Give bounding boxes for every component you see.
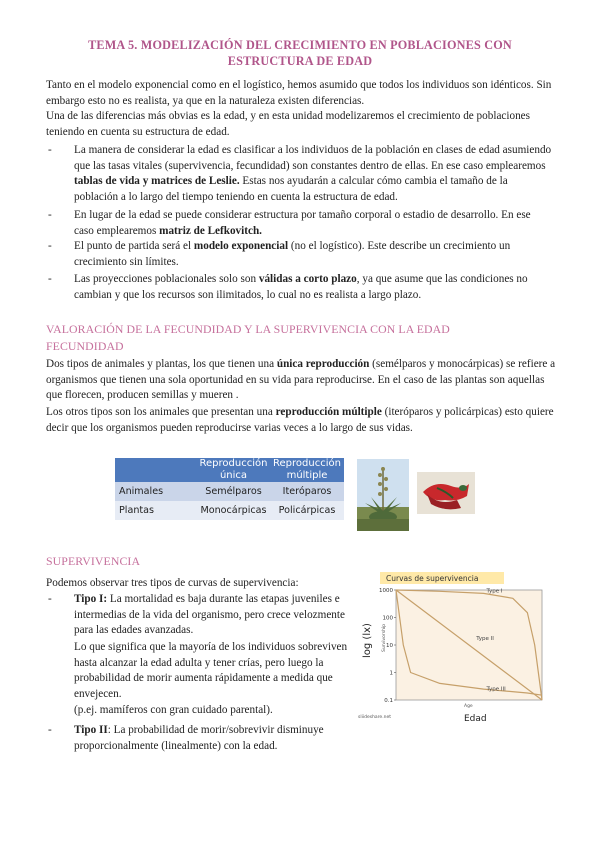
bullet-dash: - — [48, 240, 52, 252]
intro-paragraph-1: Tanto en el modelo exponencial como en el logístico, hemos asumido que todos los individuos son idénticos. Sin embargo esto no es realista, ya que en la naturaleza existen diferencias. — [46, 79, 552, 107]
bullet-dash: - — [48, 593, 52, 605]
bullet-dash: - — [48, 273, 52, 285]
table-cell: Monocárpicas — [197, 501, 270, 520]
page-title: TEMA 5. MODELIZACIÓN DEL CRECIMIENTO EN POBLACIONES CON ESTRUCTURA DE EDAD — [88, 38, 512, 68]
intro-paragraph-2: Una de las diferencias más obvias es la edad, y en esta unidad modelizaremos el crecimiento de poblaciones teniendo en cuenta su estructura de edad. — [46, 110, 530, 138]
bullet-text: El punto de partida será el modelo exponencial (no el logístico). Este describe un crecimiento un crecimiento sin límites. — [74, 240, 511, 268]
bullet-text: Las proyecciones poblacionales solo son válidas a corto plazo, ya que asume que las condiciones no cambian y que los recursos son ilimitados, lo cual no es realista a largo plazo. — [74, 273, 528, 301]
bullet-dash: - — [48, 209, 52, 221]
survivorship-text: Tipo II: La probabilidad de morir/sobrevivir disminuye proporcionalmente (linealmente) con la edad. — [74, 724, 324, 752]
table-row — [115, 482, 344, 501]
survivorship-chart — [356, 568, 548, 728]
fecundidad-paragraph-2: Los otros tipos son los animales que presentan una reproducción múltiple (iteróparos y policárpicas) esto quiere decir que los organismos pueden reproducirse varias veces a lo largo de sus vidas. — [46, 406, 554, 434]
y-axis-label: log (lx) — [362, 623, 373, 658]
x-axis-sublabel: Age — [464, 704, 473, 709]
table-row — [115, 501, 344, 520]
series-label: Type III — [486, 686, 506, 693]
series-label: Type II — [476, 636, 494, 643]
supervivencia-intro: Podemos observar tres tipos de curvas de supervivencia: — [46, 577, 299, 589]
fecundidad-paragraph-1: Dos tipos de animales y plantas, los que tienen una única reproducción (semélparos y monocárpicas) se refiere a organismos que tienen una sola oportunidad en su vida para reproducirse. En el caso de las plantas son aquellas que florecen, producen semillas y mueren . — [46, 358, 556, 401]
bullet-dash: - — [48, 144, 52, 156]
survivorship-example-text: (p.ej. mamíferos con gran cuidado parental). — [74, 704, 273, 716]
table-header-cell — [115, 458, 197, 482]
survivorship-text: Tipo I: La mortalidad es baja durante las etapas juveniles e intermedias de la vida del organismo, pero crece velozmente para las edades avanzadas. — [74, 593, 345, 636]
y-tick-label: 10 — [386, 643, 393, 649]
table-cell: Policárpicas — [270, 501, 344, 520]
y-tick-label: 100 — [382, 615, 393, 622]
section-heading-supervivencia: SUPERVIVENCIA — [46, 554, 141, 568]
series-label: Type I — [486, 588, 503, 595]
chart-source: sliideshare.net — [358, 715, 392, 720]
agave-plant-photo — [357, 459, 409, 531]
table-header-cell: Reproducción única — [197, 458, 270, 482]
table-cell: Animales — [115, 482, 197, 501]
x-axis-label: Edad — [464, 714, 487, 724]
y-tick-label: 1 — [389, 670, 393, 677]
survivorship-extra-text: Lo que significa que la mayoría de los individuos sobreviven hasta alcanzar la edad adulta y tener crías, pero luego la probabilidad de morir aumenta rápidamente a medida que envejecen. — [74, 641, 348, 700]
section-heading-fecundidad: VALORACIÓN DE LA FECUNDIDAD Y LA SUPERVIVENCIA CON LA EDAD FECUNDIDAD — [46, 322, 450, 353]
salmon-photo — [417, 472, 475, 514]
table-cell: Semélparos — [197, 482, 270, 501]
y-tick-label: 1000 — [379, 588, 393, 594]
bullet-dash: - — [48, 724, 52, 736]
y-tick-label: 0.1 — [384, 698, 393, 704]
table-header-row — [115, 458, 344, 482]
table-cell: Iteróparos — [270, 482, 344, 501]
bullet-text: La manera de considerar la edad es clasificar a los individuos de la población en clases de edad asumiendo que las tasas vitales (supervivencia, fecundidad) son constantes dentro de ellas. En ese caso emplearemos tablas de vida y matrices de Leslie. Estas nos ayudarán a calcular cómo cambia el tamaño de la población a lo largo del tiempo teniendo en cuenta la estructura de edad. — [74, 144, 552, 203]
chart-title: Curvas de supervivencia — [386, 574, 479, 583]
table-cell: Plantas — [115, 501, 197, 520]
y-axis-sublabel: Survivorship — [382, 623, 387, 652]
table-header-cell: Reproducción múltiple — [270, 458, 344, 482]
reproduction-table — [115, 458, 344, 520]
bullet-text: En lugar de la edad se puede considerar estructura por tamaño corporal o estadio de desarrollo. En ese caso emplearemos matriz de Lefkovitch. — [74, 209, 531, 237]
